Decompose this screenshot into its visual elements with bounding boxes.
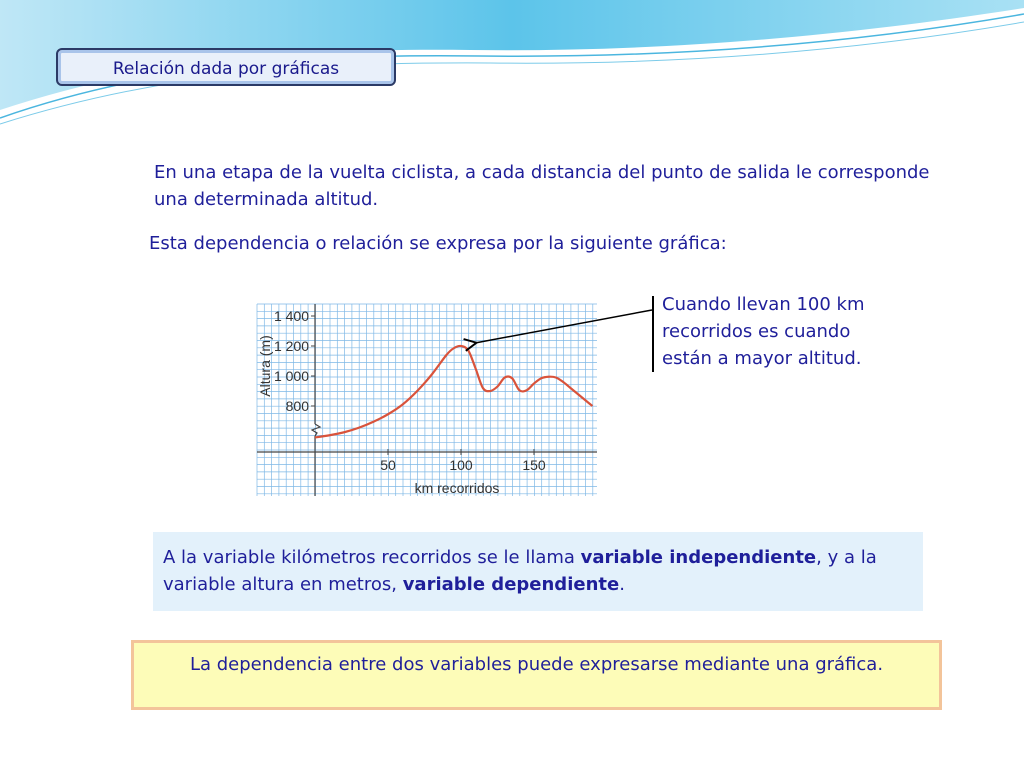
y-tick-label: 1 200 bbox=[273, 338, 309, 354]
independent-variable-term: variable independiente bbox=[580, 547, 817, 568]
info-text-middle: , y a la variable altura en metros, bbox=[163, 547, 877, 595]
callout-divider bbox=[652, 296, 654, 372]
chart-svg bbox=[240, 296, 650, 522]
y-tick-label: 1 000 bbox=[273, 368, 309, 384]
summary-box bbox=[131, 640, 942, 710]
slide-title: Relación dada por gráficas bbox=[112, 59, 340, 79]
variables-info-box bbox=[153, 532, 923, 611]
dependent-variable-term: variable dependiente bbox=[402, 574, 620, 595]
y-axis-break bbox=[312, 424, 320, 436]
x-tick-label: 150 bbox=[522, 457, 546, 473]
callout-text: Cuando llevan 100 km recorridos es cuando están a mayor altitud. bbox=[662, 294, 865, 369]
intro-paragraph: En una etapa de la vuelta ciclista, a cada distancia del punto de salida le corresponde una determinada altitud. bbox=[154, 162, 930, 210]
info-text-suffix: . bbox=[619, 574, 625, 595]
info-text-prefix: A la variable kilómetros recorridos se le llama bbox=[163, 547, 581, 568]
x-tick-label: 50 bbox=[380, 457, 396, 473]
altitude-chart bbox=[240, 296, 650, 522]
x-tick-label: 100 bbox=[449, 457, 473, 473]
x-axis-label: km recorridos bbox=[414, 480, 500, 496]
slide-title-box bbox=[56, 48, 396, 86]
y-axis-label: Altura (m) bbox=[257, 335, 273, 397]
intro-statement: Esta dependencia o relación se expresa por la siguiente gráfica: bbox=[149, 233, 727, 254]
y-tick-label: 800 bbox=[285, 398, 309, 414]
summary-text: La dependencia entre dos variables puede expresarse mediante una gráfica. bbox=[189, 654, 884, 675]
y-tick-label: 1 400 bbox=[273, 308, 309, 324]
